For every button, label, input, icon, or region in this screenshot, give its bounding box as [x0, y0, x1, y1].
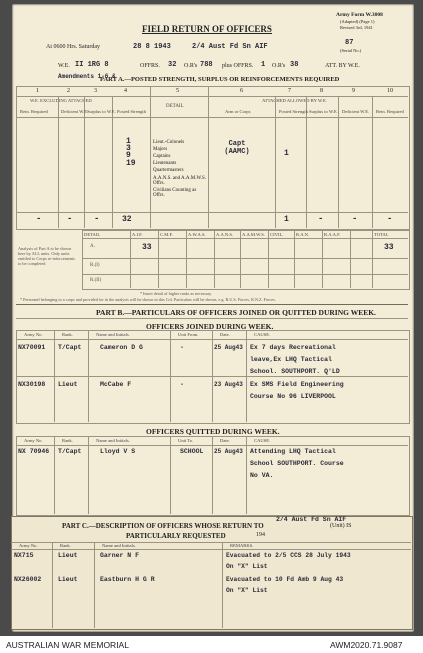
footer-bar [0, 637, 423, 653]
date-typed: 28 8 1943 [133, 43, 171, 51]
part-a-table [16, 86, 410, 230]
table-header: Army No. [24, 438, 43, 443]
plus-ors-label: O.R's [272, 63, 286, 69]
analysis-divider [322, 230, 323, 288]
analysis-divider [158, 230, 159, 288]
col-number: 8 [320, 88, 323, 94]
row-date: 25 Aug43 [214, 344, 243, 351]
table-header: CAUSE. [254, 438, 271, 443]
total-left: 32 [122, 215, 132, 224]
col-number: 4 [124, 88, 127, 94]
row-date: 25 Aug43 [214, 448, 243, 455]
form-adapted: (Adapted) (Page 1) [340, 19, 375, 24]
at-label: At 0600 Hrs. Saturday [46, 44, 100, 50]
part-c-header: Name and Initials. [102, 543, 136, 548]
analysis-col-header: R.A.N. [296, 232, 310, 237]
analysis-total: 33 [384, 243, 394, 252]
serial-typed: 87 [345, 39, 354, 47]
row-cause: Attending LHQ Tactical [250, 448, 336, 455]
hdr-att-rein: Rein. Required [376, 109, 404, 114]
analysis-row-label: A. [90, 244, 95, 249]
posted-value: 19 [126, 159, 136, 168]
hdr-att-deficient: Deficient W.E. [342, 109, 370, 114]
posted-value: 3 [126, 144, 131, 153]
plus-offrs-label: plus OFFRS. [222, 63, 254, 69]
part-c-divider [222, 542, 223, 628]
plus-ors-typed: 38 [290, 61, 299, 69]
row-cause: Ex 7 days Recreational [250, 344, 336, 351]
table-header: Date. [220, 438, 230, 443]
posted-value: 9 [126, 151, 131, 160]
c-army-no: NX715 [14, 552, 34, 559]
analysis-col-header: R.A.A.F. [324, 232, 341, 237]
detail-header: DETAIL [166, 104, 184, 109]
att-label: ATT. BY W.E. [325, 63, 360, 69]
row-rank: Lieut [58, 381, 78, 388]
rank-label: A.A.N.S. and A.A.M.W.S. Offrs. [153, 176, 207, 186]
amendments-typed: Amendments 1-6 & [58, 73, 116, 80]
rank-label: Captains [153, 154, 171, 159]
plus-offrs-typed: 1 [261, 61, 266, 69]
row-name: Cameron D G [100, 344, 143, 351]
row-cause: No VA. [250, 472, 274, 479]
analysis-divider [214, 230, 215, 288]
rank-label: Civilians Counting as Offrs. [153, 188, 197, 198]
analysis-divider [130, 230, 131, 288]
row-date: 23 Aug43 [214, 381, 243, 388]
col-number: 9 [352, 88, 355, 94]
col-number: 5 [176, 88, 179, 94]
table-header: Date. [220, 332, 230, 337]
part-c-unit: 2/4 Aust Fd Sn AIF [276, 516, 347, 523]
analysis-col-header: A.W.A.S. [188, 232, 206, 237]
offrs-typed: 32 [168, 61, 177, 69]
analysis-divider [294, 230, 295, 288]
part-c-divider [52, 542, 53, 628]
hdr-arm-corps: Arm or Corps [225, 109, 251, 114]
analysis-divider [186, 230, 187, 288]
aif-value: 33 [142, 243, 152, 252]
c-remark: Evacuated to 10 Fd Amb 9 Aug 43 [226, 576, 344, 583]
c-name: Eastburn H G R [100, 576, 155, 583]
hdr-rein-required: Rein. Required [20, 109, 48, 114]
table-divider [246, 436, 247, 514]
table-divider [212, 330, 213, 422]
analysis-col-header: A.I.F. [132, 232, 143, 237]
hdr-posted: Posted Strength [117, 109, 146, 114]
table-divider [170, 330, 171, 422]
analysis-row-label: R.(I) [90, 263, 100, 268]
table-divider [88, 436, 89, 514]
analysis-label: Analysis of Part A to be shown here by ALL units. Only units entitled to Corps re-inforcements to be completed [18, 246, 75, 266]
part-c-header: REMARKS. [230, 543, 254, 548]
analysis-divider [268, 230, 269, 288]
analysis-divider [372, 230, 373, 288]
rank-label: Majors [153, 147, 168, 152]
hdr-surplus: Surplus to W.E. [87, 109, 116, 114]
form-revised: Revised 3rd, 1941 [340, 25, 373, 30]
table-divider [54, 330, 55, 422]
row-unit: SCHOOL [180, 448, 204, 455]
table-divider [88, 330, 89, 422]
col-number: 1 [36, 88, 39, 94]
c-remark: On "X" List [226, 563, 268, 570]
part-c-header: Army No. [19, 543, 38, 548]
col-number: 10 [387, 88, 393, 94]
dash-6: - [387, 214, 393, 224]
form-number: Army Form W.3008 [336, 12, 383, 18]
analysis-col-header: CIVIL. [270, 232, 284, 237]
attached-allowed-header: ATTACHED ALLOWED BY W.E. [262, 98, 327, 103]
c-name: Garner N F [100, 552, 140, 559]
note-1: * Insert detail of higher ranks as necessary. [140, 291, 213, 296]
c-rank: Lieut [58, 576, 78, 583]
table-header: Unit To. [178, 438, 194, 443]
row-cause: leave,Ex LHQ Tactical [250, 356, 332, 363]
dash-2: - [67, 214, 73, 224]
attached-strength: 1 [284, 149, 289, 158]
table-divider [54, 436, 55, 514]
part-c-is: (Unit) IS [330, 523, 352, 529]
part-c-title: PART C.—DESCRIPTION OF OFFICERS WHOSE RETURN TO [62, 522, 264, 530]
row-cause: School. SOUTHPORT. Q'LD [250, 368, 340, 375]
c-army-no: NX26002 [14, 576, 42, 583]
analysis-table [82, 230, 410, 290]
dash-3: - [94, 214, 100, 224]
offrs-label: OFFRS. [140, 63, 160, 69]
row-cause: Course No 96 LIVERPOOL [250, 393, 336, 400]
analysis-col-header: A.A.M.W.S. [242, 232, 265, 237]
row-name: Lloyd V S [100, 448, 136, 455]
joined-title: OFFICERS JOINED DURING WEEK. [146, 322, 274, 331]
table-header: Army No. [24, 332, 43, 337]
table-divider [246, 330, 247, 422]
row-army-no: NX70091 [18, 344, 46, 351]
footer-left: AUSTRALIAN WAR MEMORIAL [6, 640, 129, 650]
part-c-year: 194 [256, 532, 265, 538]
form-title: FIELD RETURN OF OFFICERS [142, 24, 272, 34]
part-c-title2: PARTICULARLY REQUESTED [126, 532, 226, 540]
attached-corps: Capt (AAMC) [224, 140, 250, 156]
dash-4: - [318, 214, 324, 224]
analysis-row-label: R.(II) [90, 278, 102, 283]
rank-label: Quartermasters [153, 168, 184, 173]
footer-right: AWM2020.71.9087 [330, 640, 403, 650]
row-army-no: NX 70946 [18, 448, 50, 455]
posted-value: 1 [126, 137, 131, 146]
total-right: 1 [284, 215, 289, 224]
dash-1: - [36, 214, 42, 224]
table-header: Name and Initials. [96, 332, 130, 337]
ors-label: O.R's [184, 63, 198, 69]
table-header: Unit From. [178, 332, 199, 337]
analysis-col-header: TOTAL [374, 232, 389, 237]
col-number: 2 [67, 88, 70, 94]
row-unit: - [180, 381, 184, 388]
col-number: 3 [94, 88, 97, 94]
c-remark: Evacuated to 2/5 CCS 28 July 1943 [226, 552, 351, 559]
part-b-title: PART B.—PARTICULARS OF OFFICERS JOINED OR QUITTED DURING WEEK. [96, 308, 376, 317]
we-excluding-header: W.E. EXCLUDING ATTACHED [30, 98, 92, 103]
analysis-col-header: DETAIL [84, 232, 101, 237]
we-typed: II 1RG 8 [75, 61, 109, 69]
hdr-deficient: Deficient W.E. [61, 109, 89, 114]
row-rank: T/Capt [58, 344, 82, 351]
row-army-no: NX30198 [18, 381, 46, 388]
part-c-header: Rank. [60, 543, 71, 548]
dash-5: - [352, 214, 358, 224]
col-number: 6 [240, 88, 243, 94]
ors-typed: 788 [200, 61, 213, 69]
table-header: Rank. [62, 438, 73, 443]
row-name: McCabe F [100, 381, 132, 388]
row-cause: Ex SMS Field Engineering [250, 381, 344, 388]
table-header: CAUSE. [254, 332, 271, 337]
table-divider [212, 436, 213, 514]
note-2: * Personnel belonging to a corps and provided for in the analysis will be shown in this Col. Particulars will be shown, e.g. R.U.S. Forces, R.N.Z. Forces. [20, 297, 276, 302]
serial-label: (Serial No.) [340, 48, 362, 53]
table-divider [170, 436, 171, 514]
analysis-col-header: A.A.N.S. [216, 232, 234, 237]
row-rank: T/Capt [58, 448, 82, 455]
we-label: W.E. [58, 63, 70, 69]
col-number: 7 [288, 88, 291, 94]
unit-typed: 2/4 Aust Fd Sn AIF [192, 43, 268, 51]
part-a-title: PART A.—POSTED STRENGTH, SURPLUS OR REINFORCEMENTS REQUIRED [100, 76, 340, 83]
analysis-divider [350, 230, 351, 288]
part-c-divider [94, 542, 95, 628]
row-unit: - [180, 344, 184, 351]
hdr-att-posted: Posted Strength [279, 109, 308, 114]
analysis-col-header: C.M.F. [160, 232, 173, 237]
c-rank: Lieut [58, 552, 78, 559]
row-cause: School SOUTHPORT. Course [250, 460, 344, 467]
table-header: Rank. [62, 332, 73, 337]
c-remark: On "X" List [226, 587, 268, 594]
table-header: Name and Initials. [96, 438, 130, 443]
hdr-att-surplus: Surplus to W.E. [309, 109, 338, 114]
rank-label: Lieut.-Colonels [153, 140, 185, 145]
analysis-divider [240, 230, 241, 288]
quitted-title: OFFICERS QUITTED DURING WEEK. [146, 427, 280, 436]
rank-label: Lieutenants [153, 161, 177, 166]
